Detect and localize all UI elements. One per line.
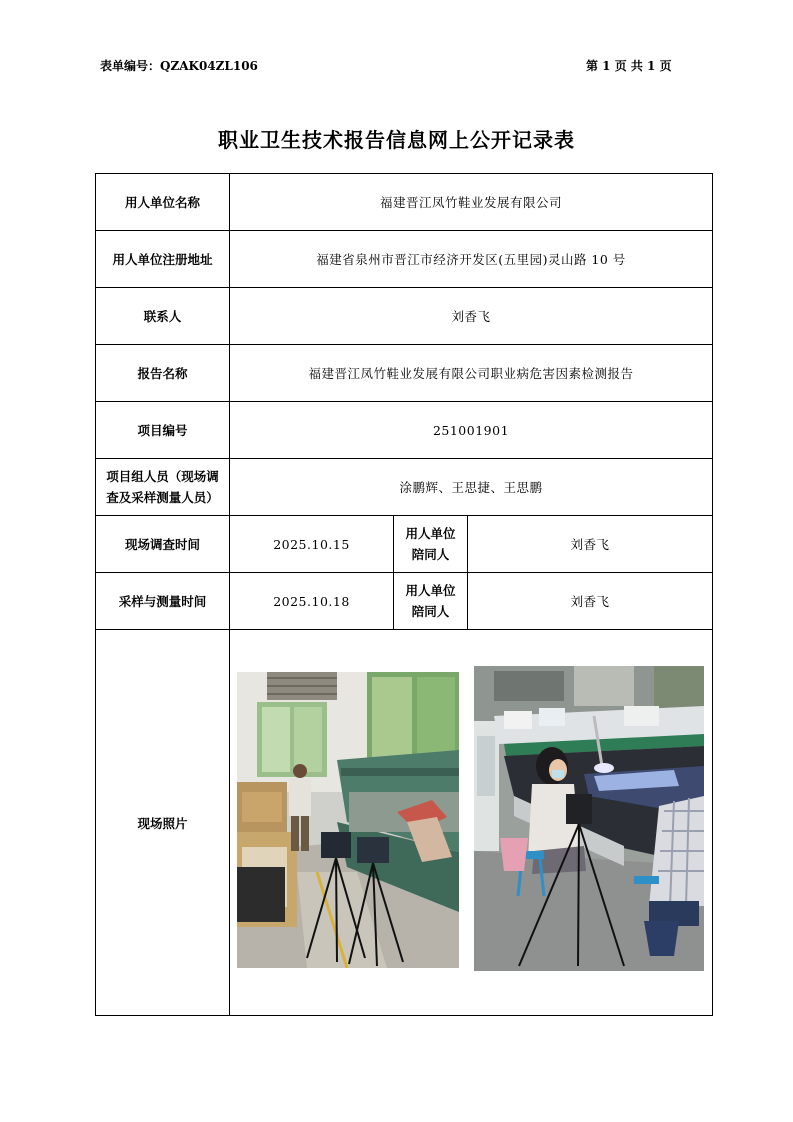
survey-time-label: 现场调查时间	[96, 516, 230, 573]
row-survey	[96, 516, 713, 573]
row-employer-name	[96, 174, 713, 231]
site-photo-2	[474, 666, 704, 971]
sampling-date: 2025.10.18	[230, 573, 394, 630]
sampling-escort-label-line1: 用人单位	[405, 583, 456, 598]
project-number-label: 项目编号	[96, 402, 230, 459]
team-members-label-line2: 查及采样测量人员）	[106, 490, 219, 505]
contact-label: 联系人	[96, 288, 230, 345]
sampling-escort-value: 刘香飞	[468, 573, 713, 630]
page-info: 第 1 页 共 1 页	[586, 59, 672, 73]
page-title: 职业卫生技术报告信息网上公开记录表	[218, 128, 575, 152]
site-photo-1	[237, 672, 459, 968]
sampling-time-label: 采样与测量时间	[96, 573, 230, 630]
team-members-value: 涂鹏辉、王思捷、王思鹏	[230, 459, 713, 516]
site-photos-label: 现场照片	[96, 630, 230, 1016]
project-number-value: 251001901	[230, 402, 713, 459]
row-team-members	[96, 459, 713, 516]
employer-name-value: 福建晋江凤竹鞋业发展有限公司	[230, 174, 713, 231]
contact-value: 刘香飞	[230, 288, 713, 345]
row-sampling	[96, 573, 713, 630]
registered-address-label: 用人单位注册地址	[96, 231, 230, 288]
survey-escort-label	[394, 516, 468, 573]
row-registered-address	[96, 231, 713, 288]
row-report-name	[96, 345, 713, 402]
report-name-label: 报告名称	[96, 345, 230, 402]
row-contact	[96, 288, 713, 345]
sampling-escort-label	[394, 573, 468, 630]
survey-escort-label-line2: 陪同人	[411, 547, 450, 562]
registered-address-value: 福建省泉州市晋江市经济开发区(五里园)灵山路 10 号	[230, 231, 713, 288]
survey-escort-value: 刘香飞	[468, 516, 713, 573]
survey-date: 2025.10.15	[230, 516, 394, 573]
row-project-number	[96, 402, 713, 459]
team-members-label-line1: 项目组人员（现场调	[106, 469, 219, 484]
sampling-escort-label-line2: 陪同人	[411, 604, 450, 619]
team-members-label	[96, 459, 230, 516]
form-number: 表单编号：QZAK04ZL106	[100, 59, 258, 73]
survey-escort-label-line1: 用人单位	[405, 526, 456, 541]
report-name-value: 福建晋江凤竹鞋业发展有限公司职业病危害因素检测报告	[230, 345, 713, 402]
employer-name-label: 用人单位名称	[96, 174, 230, 231]
